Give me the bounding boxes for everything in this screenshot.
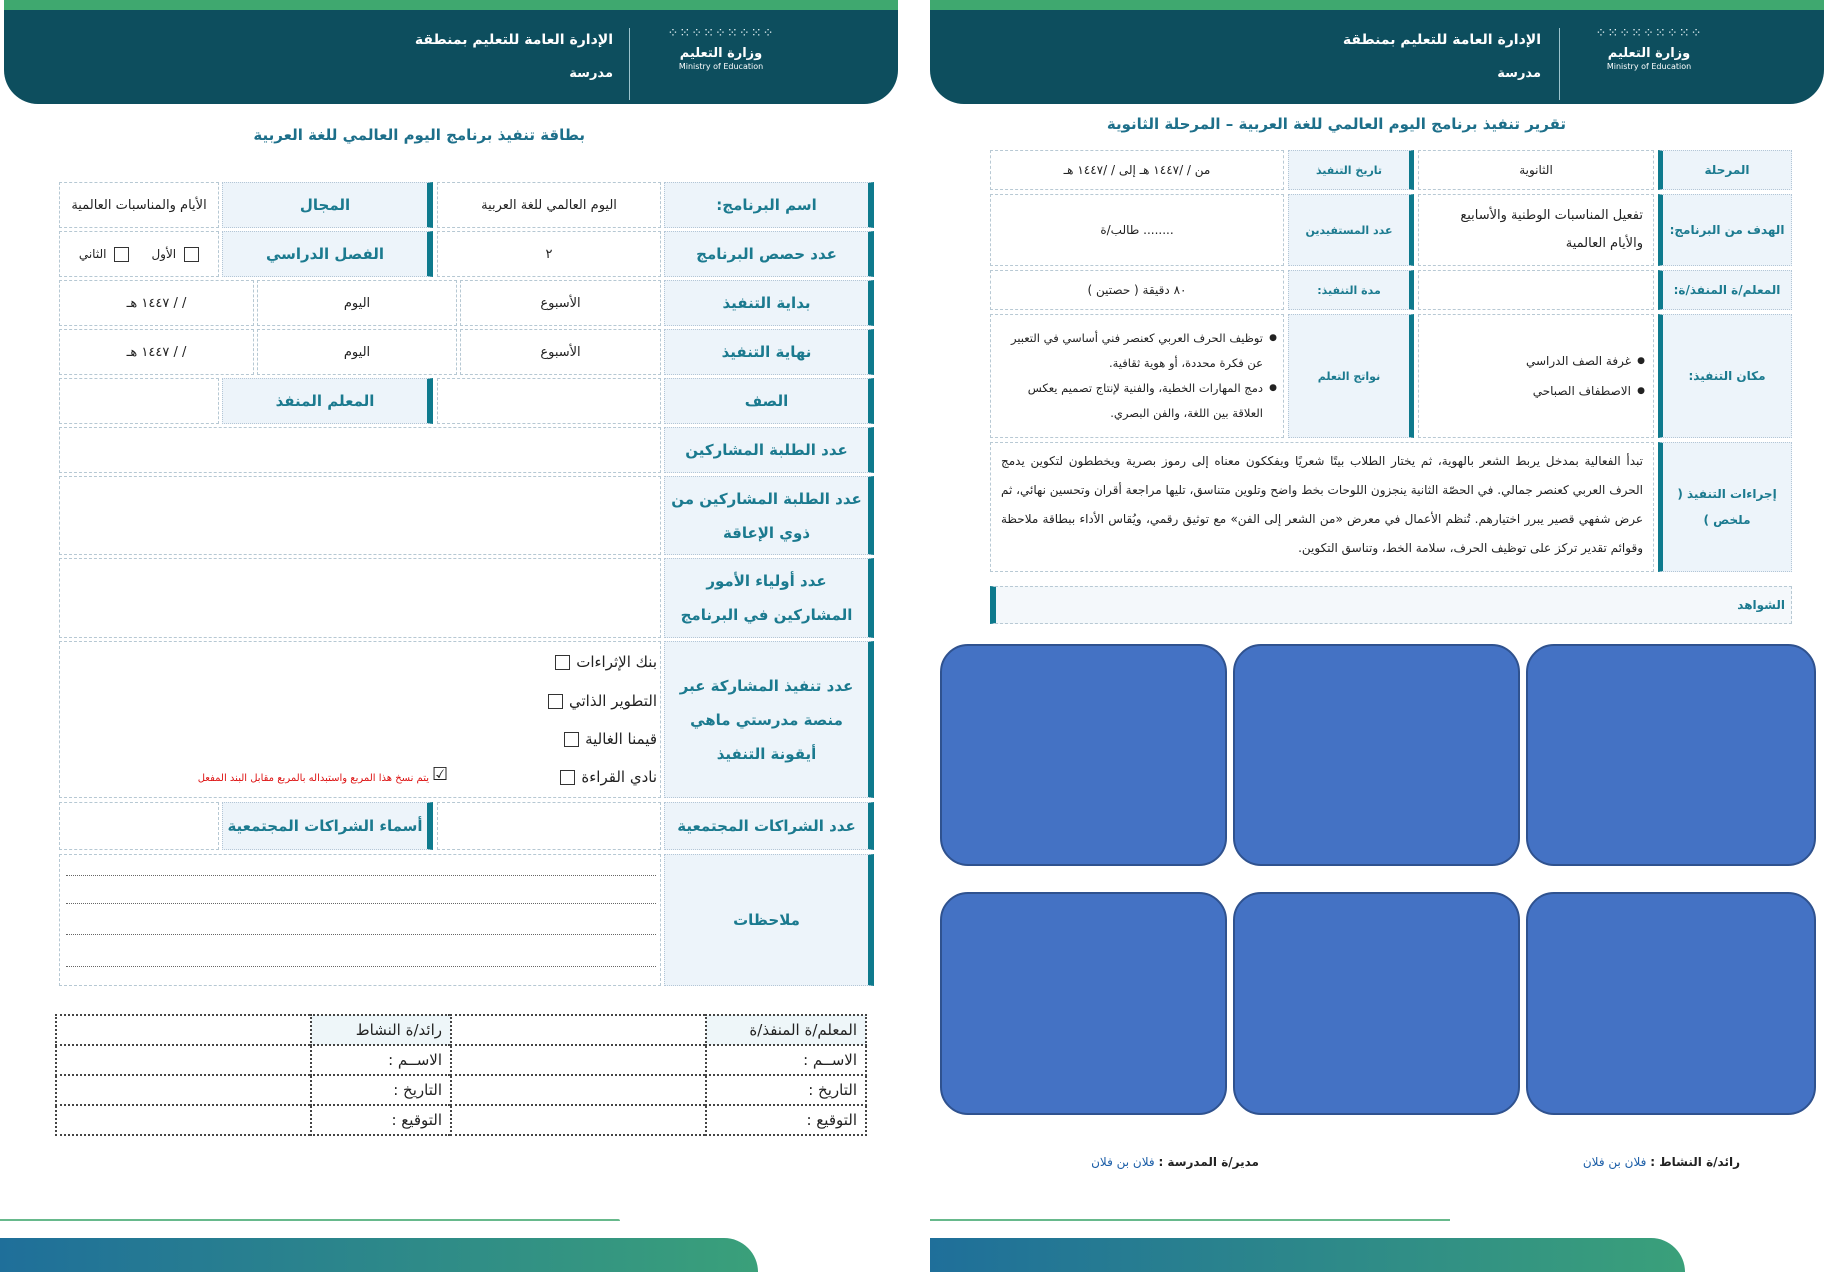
page-header <box>930 0 1824 104</box>
page-left-execution-card <box>0 0 900 1274</box>
label-parents: عدد أولياء الأمور المشاركين في البرنامج <box>664 558 874 638</box>
sign-teacher-value[interactable] <box>451 1015 706 1045</box>
value-outcomes <box>990 314 1284 438</box>
sign-leader-name[interactable] <box>56 1045 311 1075</box>
label-program-name: اسم البرنامج: <box>664 182 874 228</box>
value-goal: تفعيل المناسبات الوطنية والأسابيع والأيام العالمية <box>1418 194 1654 266</box>
place-item: ● غرفة الصف الدراسي <box>1429 346 1643 376</box>
evidence-photo-5[interactable] <box>1233 892 1520 1115</box>
start-date: / / ١٤٤٧ هـ <box>59 280 254 326</box>
value-disabled-students <box>59 476 661 555</box>
ministry-logo: ⁘⁙⁘⁙⁘⁙⁘⁙⁘ وزارة التعليم Ministry of Education <box>667 26 775 71</box>
page-title: بطاقة تنفيذ برنامج اليوم العالمي للغة العربية <box>253 126 585 144</box>
checkbox-self-development[interactable] <box>548 694 563 709</box>
checkbox-first[interactable] <box>184 247 199 262</box>
label-evidence: الشواهد <box>1737 598 1785 612</box>
label-students: عدد الطلبة المشاركين <box>664 427 874 473</box>
outcome-item: ● دمج المهارات الخطية، والفنية لإنتاج تصميم يعكس العلاقة بين اللغة، والفن البصري. <box>999 376 1275 426</box>
sign-teacher-signature-label: التوقيع : <box>706 1105 866 1135</box>
value-students <box>59 427 661 473</box>
checkbox-reading-club[interactable] <box>560 770 575 785</box>
end-week: الأسبوع <box>460 329 661 375</box>
value-program-name: اليوم العالمي للغة العربية <box>437 182 661 228</box>
sign-teacher-date-label: التاريخ : <box>706 1075 866 1105</box>
label-exec-date: تاريخ التنفيذ <box>1288 150 1414 190</box>
sign-leader-value[interactable] <box>56 1015 311 1045</box>
school-line: مدرسة <box>569 66 613 81</box>
footer-band <box>0 1238 758 1272</box>
value-grade <box>437 378 661 424</box>
outcome-item: ● توظيف الحرف العربي كعنصر فني أساسي في التعبير عن فكرة محددة، أو هوية ثقافية. <box>999 326 1275 376</box>
checkbox-our-values[interactable] <box>564 732 579 747</box>
page-title: تقرير تنفيذ برنامج اليوم العالمي للغة العربية – المرحلة الثانوية <box>1106 115 1566 133</box>
value-duration: ٨٠ دقيقة ( حصتين ) <box>990 270 1284 310</box>
value-teacher <box>1418 270 1654 310</box>
option-reading-club[interactable]: نادي القراءة <box>560 768 657 786</box>
label-stage: المرحلة <box>1658 150 1792 190</box>
label-semester: الفصل الدراسي <box>222 231 433 277</box>
label-duration: مدة التنفيذ: <box>1288 270 1414 310</box>
sign-teacher-title: المعلم/ة المنفذ/ة <box>706 1015 866 1045</box>
sign-leader-name-label: الاســم : <box>311 1045 451 1075</box>
label-field: المجال <box>222 182 433 228</box>
value-teacher <box>59 378 219 424</box>
label-place: مكان التنفيذ: <box>1658 314 1792 438</box>
label-teacher: المعلم المنفذ <box>222 378 433 424</box>
value-field: الأيام والمناسبات العالمية <box>59 182 219 228</box>
page-header <box>4 0 898 104</box>
sign-teacher-name-label: الاســم : <box>706 1045 866 1075</box>
label-platform: عدد تنفيذ المشاركة عبر منصة مدرستي ماهي أيقونة التنفيذ <box>664 641 874 798</box>
semester-options <box>59 231 219 277</box>
option-enrichment-bank[interactable]: بنك الإثراءات <box>555 653 657 671</box>
header-text <box>415 32 613 81</box>
evidence-photo-1[interactable] <box>940 644 1227 866</box>
checkbox-enrichment-bank[interactable] <box>555 655 570 670</box>
checkbox-second[interactable] <box>114 247 129 262</box>
end-day: اليوم <box>257 329 457 375</box>
sign-teacher-date[interactable] <box>451 1075 706 1105</box>
signature-table <box>55 1014 867 1136</box>
sign-leader-date[interactable] <box>56 1075 311 1105</box>
sign-leader-signature-label: التوقيع : <box>311 1105 451 1135</box>
check-note: يتم نسخ هذا المربع واستبداله بالمربع مقابل البند المفعل <box>197 773 429 784</box>
label-teacher: المعلم/ة المنفذ/ة: <box>1658 270 1792 310</box>
value-partnerships-names <box>59 802 219 850</box>
label-beneficiaries: عدد المستفيدين <box>1288 194 1414 266</box>
start-day: اليوم <box>257 280 457 326</box>
start-week: الأسبوع <box>460 280 661 326</box>
label-sessions: عدد حصص البرنامج <box>664 231 874 277</box>
evidence-photo-6[interactable] <box>1526 892 1816 1115</box>
option-second-label: الثاني <box>78 247 107 261</box>
value-stage: الثانوية <box>1418 150 1654 190</box>
checked-checkbox-sample[interactable]: ☑ <box>432 764 449 785</box>
value-partnerships-count <box>437 802 661 850</box>
label-start: بداية التنفيذ <box>664 280 874 326</box>
label-outcomes: نواتج التعلم <box>1288 314 1414 438</box>
footer-band <box>930 1238 1685 1272</box>
label-notes: ملاحظات <box>664 854 874 986</box>
end-date: / / ١٤٤٧ هـ <box>59 329 254 375</box>
sign-leader-title: رائد/ة النشاط <box>311 1015 451 1045</box>
label-grade: الصف <box>664 378 874 424</box>
school-line: مدرسة <box>1497 66 1541 81</box>
value-sessions: ٢ <box>437 231 661 277</box>
sign-teacher-signature[interactable] <box>451 1105 706 1135</box>
evidence-photo-2[interactable] <box>1233 644 1520 866</box>
option-self-development[interactable]: التطوير الذاتي <box>548 692 657 710</box>
leader-signature: رائد/ة النشاط : فلان بن فلان <box>1582 1155 1740 1169</box>
value-procedures: تبدأ الفعالية بمدخل يربط الشعر بالهوية، ثم يختار الطلاب بيتًا شعريًا ويفككون معناه إلى رموز بصرية ويخططون لتكوين يدمج الحرف العربي كعنصر جمالي. في الحصّة الثانية ينجزون اللوحات بخط واضح وتلوين متناسق، تليها مراجعة أقران وتحسين نهائي، ثم عرض شفهي قصير يبرر اختيارهم. تُنظم الأعمال في معرض «من الشعر إلى الفن» مع توثيق رقمي، ويُقاس الأداء ببطاقة ملاحظة وقوائم تقدير تركز على توظيف الحرف، سلامة الخط، وتناسق التكوين. <box>990 442 1654 572</box>
sign-leader-date-label: التاريخ : <box>311 1075 451 1105</box>
sign-teacher-name[interactable] <box>451 1045 706 1075</box>
value-beneficiaries: ........ طالب/ة <box>990 194 1284 266</box>
label-end: نهاية التنفيذ <box>664 329 874 375</box>
label-goal: الهدف من البرنامج: <box>1658 194 1792 266</box>
label-disabled-students: عدد الطلبة المشاركين من ذوي الإعاقة <box>664 476 874 555</box>
sign-leader-signature[interactable] <box>56 1105 311 1135</box>
header-text <box>1343 32 1541 81</box>
label-partnerships-names: أسماء الشراكات المجتمعية <box>222 802 433 850</box>
page-right-report <box>930 0 1824 1274</box>
label-procedures: إجراءات التنفيذ ( ملخص ) <box>1658 442 1792 572</box>
admin-line: الإدارة العامة للتعليم بمنطقة <box>1342 32 1541 48</box>
principal-signature: مدير/ة المدرسة : فلان بن فلان <box>1091 1155 1259 1169</box>
evidence-photo-3[interactable] <box>1526 644 1816 866</box>
value-places <box>1418 314 1654 438</box>
admin-line: الإدارة العامة للتعليم بمنطقة <box>414 32 613 48</box>
label-partnerships-count: عدد الشراكات المجتمعية <box>664 802 874 850</box>
option-our-values[interactable]: قيمنا الغالية <box>564 730 657 748</box>
evidence-photo-4[interactable] <box>940 892 1227 1115</box>
option-first-label: الأول <box>151 247 177 261</box>
value-exec-date: من / /١٤٤٧ هـ إلى / /١٤٤٧ هـ <box>990 150 1284 190</box>
ministry-logo: ⁘⁙⁘⁙⁘⁙⁘⁙⁘ وزارة التعليم Ministry of Education <box>1595 26 1703 71</box>
evidence-bar <box>990 586 1792 624</box>
place-item: ● الاصطفاف الصباحي <box>1429 376 1643 406</box>
value-parents <box>59 558 661 638</box>
